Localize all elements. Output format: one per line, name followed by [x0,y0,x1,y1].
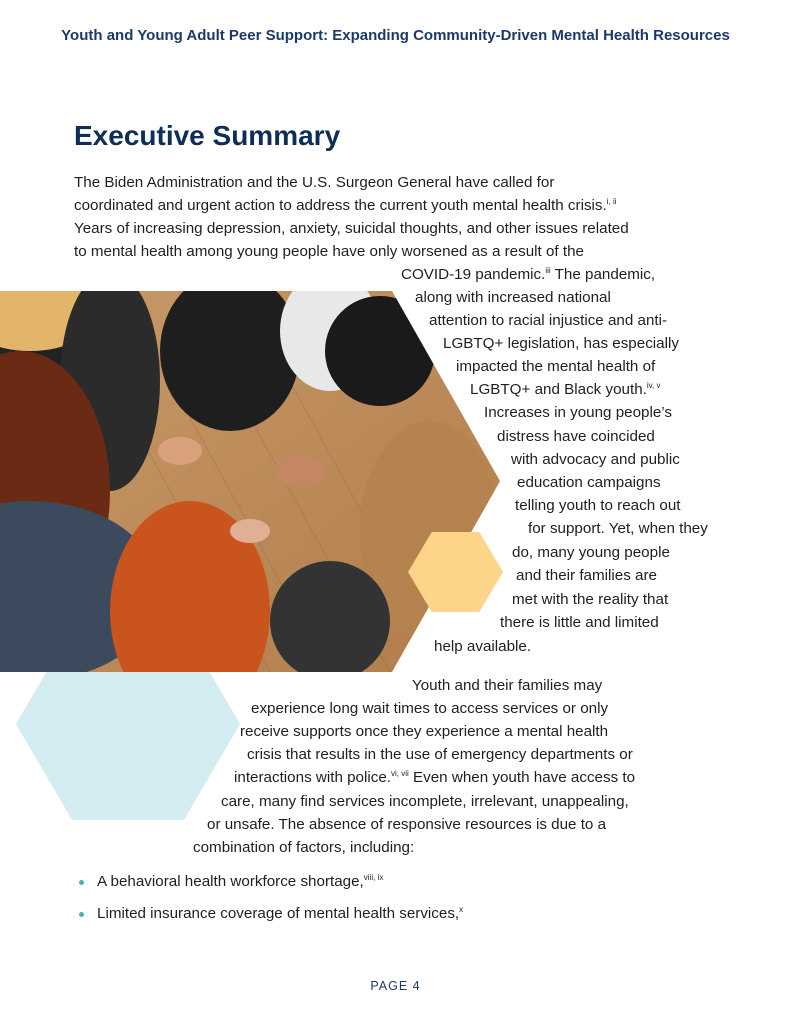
bullet-icon [79,880,84,885]
body-line: with advocacy and public [511,451,680,468]
body-line: Increases in young people’s [484,404,673,421]
citation: viii, ix [363,873,384,882]
body-line: help available. [434,638,532,655]
body-line: or unsafe. The absence of responsive resources is due to a [207,816,607,833]
group-photo-illustration [0,291,500,672]
section-title: Executive Summary [74,120,341,151]
body-line: for support. Yet, when they [528,520,708,537]
body-line: coordinated and urgent action to address the current youth mental health crisis.$^{i, ii}$ [74,197,617,214]
body-line: experience long wait times to access services or only [251,700,609,717]
bullet-item: A behavioral health workforce shortage,$^{viii, ix}$ [97,873,384,890]
body-line: interactions with police.$^{vi, vii}$ Even when youth have access to [234,769,636,786]
body-line: The Biden Administration and the U.S. Surgeon General have called for [74,174,555,191]
body-line: combination of factors, including: [193,839,415,856]
citation: iii [545,266,551,275]
body-line: impacted the mental health of [456,358,656,375]
body-line: to mental health among young people have only worsened as a result of the [74,243,584,260]
body-line: LGBTQ+ and Black youth.$^{iv, v}$ [470,381,661,398]
running-header: Youth and Young Adult Peer Support: Expanding Community-Driven Mental Health Resources [61,27,730,44]
page-number: PAGE 4 [370,979,421,993]
body-line: crisis that results in the use of emergency departments or [247,746,633,763]
body-line: telling youth to reach out [515,497,681,514]
body-line: COVID-19 pandemic.$^{iii}$ The pandemic, [401,266,656,283]
citation: vi, vii [391,769,409,778]
bullet-item: Limited insurance coverage of mental health services,$^x$ [97,905,464,922]
group-photo [0,291,500,672]
body-line: education campaigns [517,474,661,491]
body-line: care, many find services incomplete, irrelevant, unappealing, [221,793,629,810]
citation: x [459,905,464,914]
body-line: there is little and limited [500,614,659,631]
body-line: LGBTQ+ legislation, has especially [443,335,679,352]
body-line: along with increased national [415,289,611,306]
body-line: receive supports once they experience a mental health [240,723,609,740]
body-line: Years of increasing depression, anxiety, suicidal thoughts, and other issues related [74,220,629,237]
citation: i, ii [606,197,617,206]
body-line: Youth and their families may [412,677,603,694]
bullet-icon [79,912,84,917]
citation: iv, v [646,381,661,390]
body-line: and their families are [516,567,657,584]
body-line: attention to racial injustice and anti- [429,312,668,329]
body-line: met with the reality that [512,591,669,608]
body-line: distress have coincided [497,428,655,445]
body-line: do, many young people [512,544,670,561]
